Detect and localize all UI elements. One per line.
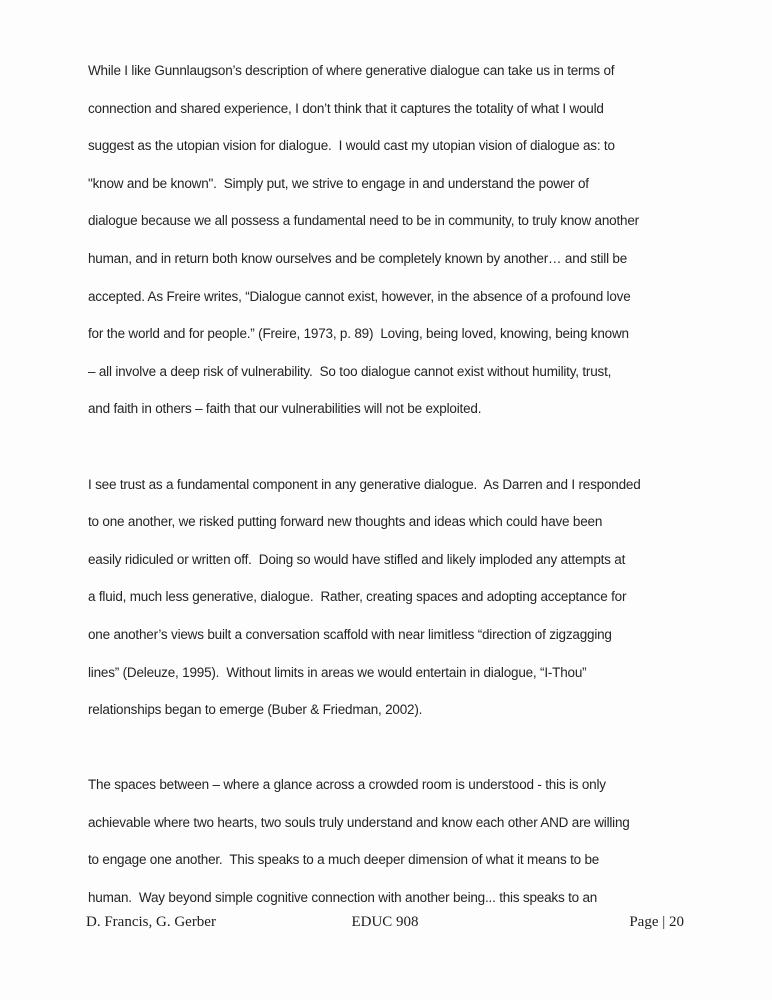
footer-page-number: Page | 20 xyxy=(629,914,684,930)
document-body xyxy=(88,52,641,954)
text-line: connection and shared experience, I don’t think that it captures the totality of what I would xyxy=(88,100,604,116)
text-line: relationships began to emerge (Buber & Friedman, 2002). xyxy=(88,702,423,718)
page-footer xyxy=(86,914,684,931)
text-line: The spaces between – where a glance across a crowded room is understood - this is only xyxy=(88,777,606,793)
text-line: accepted. As Freire writes, “Dialogue cannot exist, however, in the absence of a profound love xyxy=(88,288,631,304)
text-line: to one another, we risked putting forward new thoughts and ideas which could have been xyxy=(88,514,603,530)
text-line: for the world and for people.” (Freire, 1973, p. 89) Loving, being loved, knowing, being known xyxy=(88,326,629,342)
footer-course: EDUC 908 xyxy=(351,914,419,930)
text-line: lines” (Deleuze, 1995). Without limits in areas we would entertain in dialogue, “I-Thou” xyxy=(88,664,587,680)
text-line: easily ridiculed or written off. Doing so would have stifled and likely imploded any attempts at xyxy=(88,551,626,567)
text-line: to engage one another. This speaks to a much deeper dimension of what it means to be xyxy=(88,852,600,868)
text-line: I see trust as a fundamental component in any generative dialogue. As Darren and I responded xyxy=(88,476,641,492)
footer-author: D. Francis, G. Gerber xyxy=(86,914,216,930)
text-line: suggest as the utopian vision for dialogue. I would cast my utopian vision of dialogue as: to xyxy=(88,138,615,154)
text-line: human. Way beyond simple cognitive connection with another being... this speaks to an xyxy=(88,890,598,906)
paragraph xyxy=(88,52,641,428)
text-line: and faith in others – faith that our vulnerabilities will not be exploited. xyxy=(88,401,482,417)
text-line: – all involve a deep risk of vulnerability. So too dialogue cannot exist without humility, trust, xyxy=(88,363,612,379)
text-line: dialogue because we all possess a fundamental need to be in community, to truly know another xyxy=(88,213,639,229)
paragraph xyxy=(88,466,641,729)
text-line: a fluid, much less generative, dialogue. Rather, creating spaces and adopting acceptance for xyxy=(88,589,627,605)
text-line: "know and be known". Simply put, we strive to engage in and understand the power of xyxy=(88,175,589,191)
text-line: achievable where two hearts, two souls truly understand and know each other AND are willing xyxy=(88,814,630,830)
text-line: While I like Gunnlaugson’s description of where generative dialogue can take us in terms of xyxy=(88,63,615,78)
text-line: human, and in return both know ourselves and be completely known by another… and still be xyxy=(88,250,628,266)
paragraph xyxy=(88,766,641,916)
text-line: one another’s views built a conversation scaffold with near limitless “direction of zigzagging xyxy=(88,626,612,642)
